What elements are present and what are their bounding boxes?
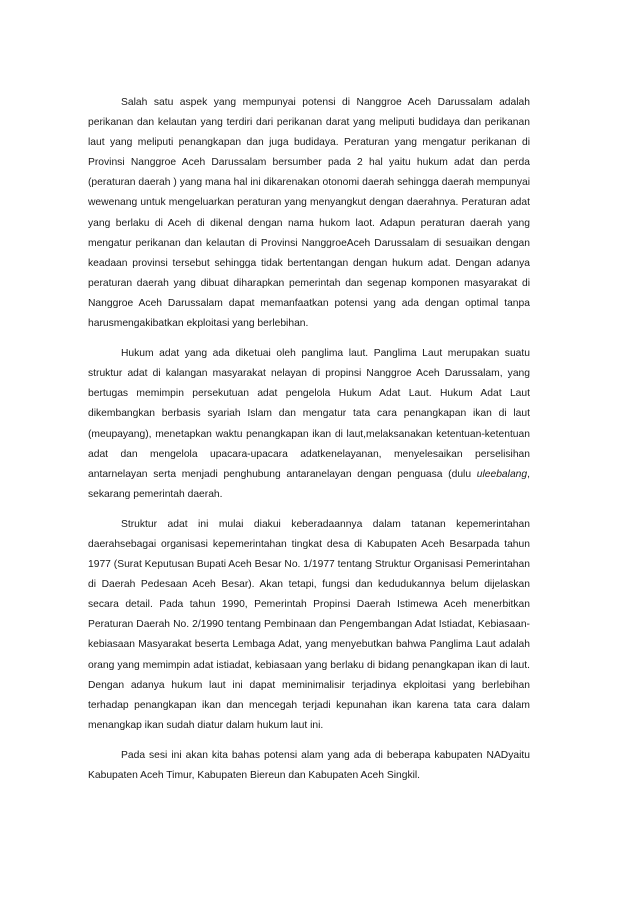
paragraph-3: Struktur adat ini mulai diakui keberadaannya dalam tatanan kepemerintahan daerahsebagai organisasi kepemerintahan tingkat desa di Kabupaten Aceh Besarpada tahun 1977 (Surat Keputusan Bupati Aceh Besar No. 1/1977 tentang Struktur Organisasi Pemerintahan di Daerah Pedesaan Aceh Besar). Akan tetapi, fungsi dan kedudukannya belum dijelaskan secara detail. Pada tahun 1990, Pemerintah Propinsi Daerah Istimewa Aceh menerbitkan Peraturan Daerah No. 2/1990 tentang Pembinaan dan Pengembangan Adat Istiadat, Kebiasaan-kebiasaan Masyarakat beserta Lembaga Adat, yang menyebutkan bahwa Panglima Laut adalah orang yang memimpin adat istiadat, kebiasaan yang berlaku di bidang penangkapan ikan di laut. Dengan adanya hukum laut ini dapat meminimalisir terjadinya ekploitasi yang berlebihan terhadap penangkapan ikan dan mencegah terjadi kepunahan ikan karena tata cara dalam menangkap ikan sudah diatur dalam hukum laut ini. [88, 518, 530, 731]
paragraph-1: Salah satu aspek yang mempunyai potensi di Nanggroe Aceh Darussalam adalah perikanan dan kelautan yang terdiri dari perikanan darat yang meliputi budidaya dan perikanan laut yang meliputi penangkapan dan juga budidaya. Peraturan yang mengatur perikanan di Provinsi Nanggroe Aceh Darussalam bersumber pada 2 hal yaitu hukum adat dan perda (peraturan daerah ) yang mana hal ini dikarenakan otonomi daerah sehingga daerah mempunyai wewenang untuk mengeluarkan peraturan yang menyangkut dengan daerahnya. Peraturan adat yang berlaku di Aceh di dikenal dengan nama hukom laot. Adapun peraturan daerah yang mengatur perikanan dan kelautan di Provinsi NanggroeAceh Darussalam di sesuaikan dengan keadaan provinsi tersebut sehingga tidak bertentangan dengan hukum adat. Dengan adanya peraturan daerah yang dibuat diharapkan pemerintah dan segenap komponen masyarakat di Nanggroe Aceh Darussalam dapat memanfaatkan potensi yang ada dengan optimal tanpa harusmengakibatkan ekploitasi yang berlebihan. [88, 97, 530, 330]
paragraph-2 [88, 344, 530, 505]
paragraph-2-italic-term: uleebalang [476, 468, 528, 480]
document-body [88, 93, 530, 796]
paragraph-2-text-after: , sekarang pemerintah daerah. [88, 468, 530, 500]
paragraph-2-text-before: Hukum adat yang ada diketuai oleh panglima laut. Panglima Laut merupakan suatu struktur adat di kalangan masyarakat nelayan di propinsi Nanggroe Aceh Darussalam, yang bertugas memimpin persekutuan adat pengelola Hukum Adat Laut. Hukum Adat Laut dikembangkan berbasis syariah Islam dan mengatur tata cara penangkapan ikan di laut (meupayang), menetapkan waktu penangkapan ikan di laut,melaksanakan ketentuan-ketentuan adat dan mengelola upacara-upacara adatkenelayanan, menyelesaikan perselisihan antarnelayan serta menjadi penghubung antaranelayan dengan penguasa (dulu [88, 348, 530, 480]
paragraph-4: Pada sesi ini akan kita bahas potensi alam yang ada di beberapa kabupaten NADyaitu Kabupaten Aceh Timur, Kabupaten Biereun dan Kabupaten Aceh Singkil. [88, 749, 530, 781]
